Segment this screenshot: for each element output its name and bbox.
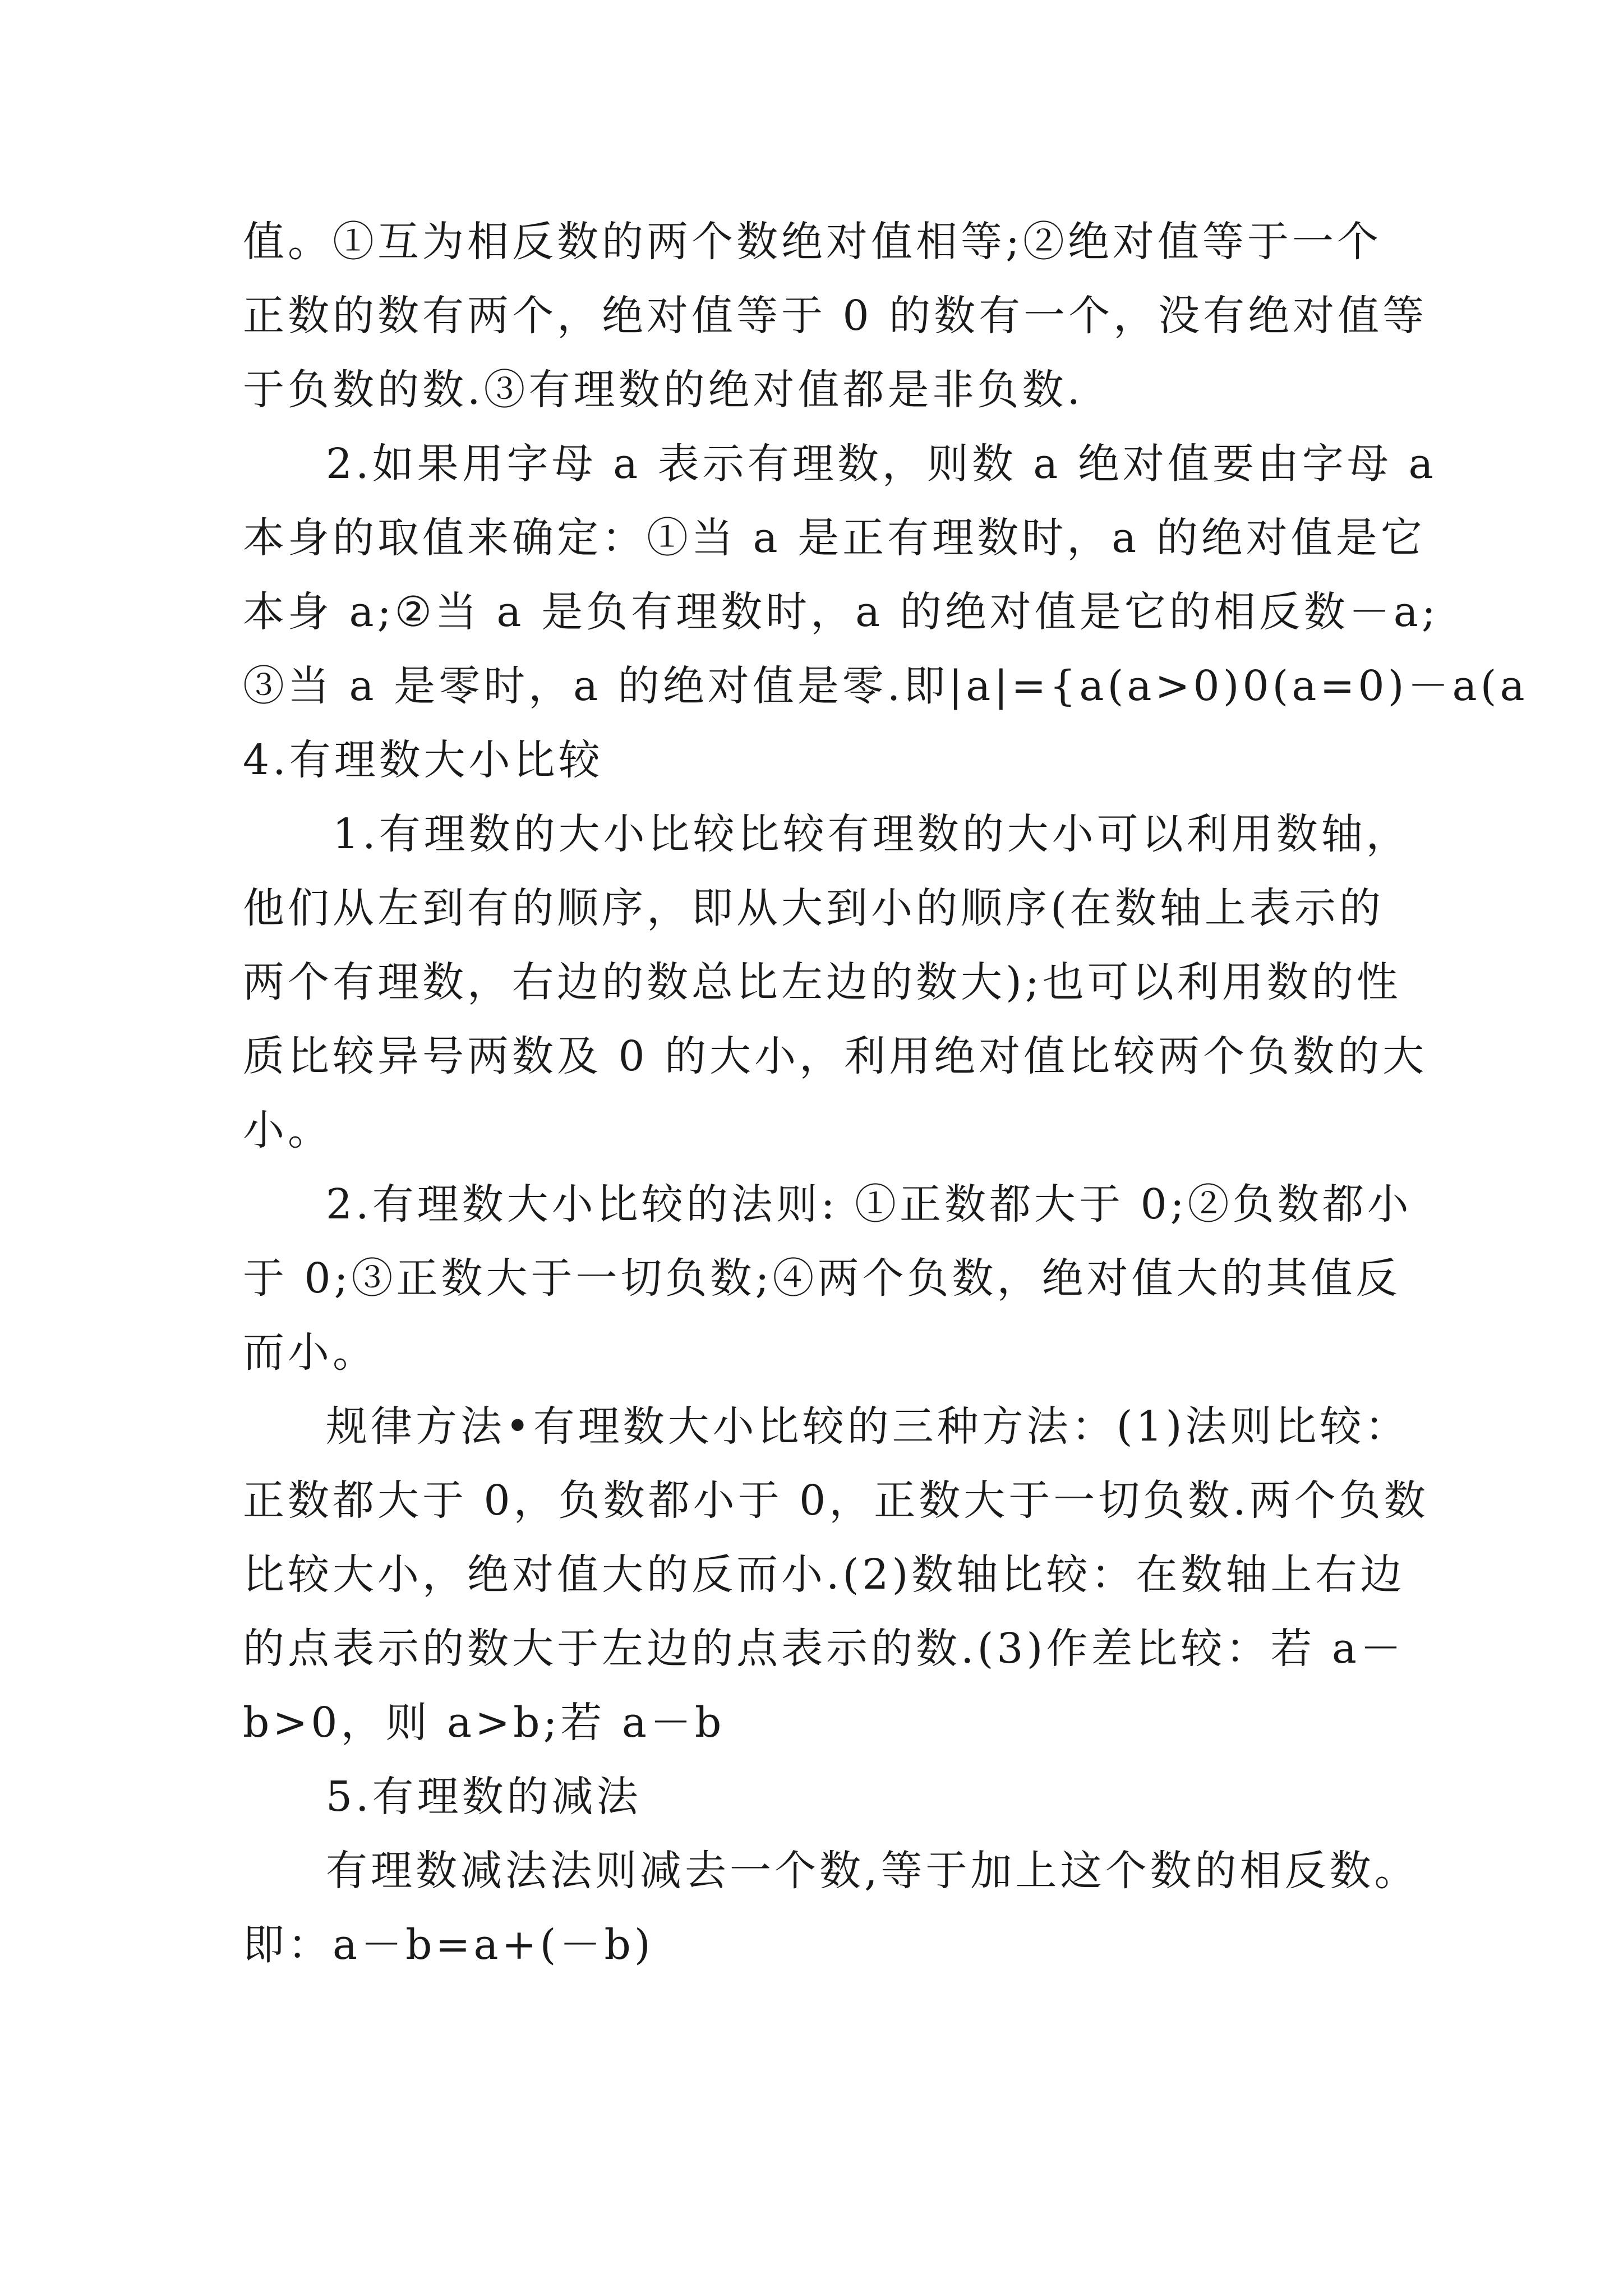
text-line: 2.如果用字母 a 表示有理数，则数 a 绝对值要由字母 a bbox=[326, 440, 1437, 488]
text-line: 于 0;③正数大于一切负数;④两个负数，绝对值大的其值反 bbox=[243, 1254, 1401, 1303]
text-line: 两个有理数，右边的数总比左边的数大);也可以利用数的性 bbox=[243, 958, 1401, 1006]
text-line: 质比较异号两数及 0 的大小，利用绝对值比较两个负数的大 bbox=[243, 1032, 1428, 1080]
text-line: 值。①互为相反数的两个数绝对值相等;②绝对值等于一个 bbox=[243, 218, 1382, 266]
text-line: 他们从左到有的顺序，即从大到小的顺序(在数轴上表示的 bbox=[243, 884, 1384, 932]
text-line: 正数的数有两个，绝对值等于 0 的数有一个，没有绝对值等 bbox=[243, 292, 1428, 340]
document-body bbox=[243, 205, 1528, 1982]
text-line: 即：a－b=a+(－b) bbox=[243, 1921, 654, 1969]
text-line: b>0，则 a>b;若 a－b bbox=[243, 1699, 725, 1747]
text-line: 1.有理数的大小比较比较有理数的大小可以利用数轴， bbox=[333, 810, 1411, 858]
text-line: 2.有理数大小比较的法则: ①正数都大于 0;②负数都小 bbox=[326, 1180, 1412, 1228]
text-line: 本身的取值来确定：①当 a 是正有理数时，a 的绝对值是它 bbox=[243, 514, 1426, 562]
text-line: 有理数减法法则减去一个数,等于加上这个数的相反数。 bbox=[326, 1847, 1419, 1895]
text-line: 规律方法•有理数大小比较的三种方法：(1)法则比较： bbox=[326, 1402, 1410, 1451]
section-heading: 4.有理数大小比较 bbox=[243, 736, 603, 784]
text-line: 比较大小，绝对值大的反而小.(2)数轴比较：在数轴上右边 bbox=[243, 1550, 1405, 1599]
text-line: 正数都大于 0，负数都小于 0，正数大于一切负数.两个负数 bbox=[243, 1476, 1429, 1525]
text-line: 于负数的数.③有理数的绝对值都是非负数. bbox=[243, 366, 1084, 414]
section-heading: 5.有理数的减法 bbox=[326, 1773, 642, 1821]
text-line: 本身 a;②当 a 是负有理数时，a 的绝对值是它的相反数－a; bbox=[243, 588, 1439, 636]
text-line: 的点表示的数大于左边的点表示的数.(3)作差比较：若 a－ bbox=[243, 1625, 1405, 1673]
text-line: 小。 bbox=[243, 1106, 333, 1154]
text-line: ③当 a 是零时，a 的绝对值是零.即|a|={a(a>0)0(a=0)－a(a bbox=[243, 662, 1528, 710]
text-line: 而小。 bbox=[243, 1328, 377, 1377]
